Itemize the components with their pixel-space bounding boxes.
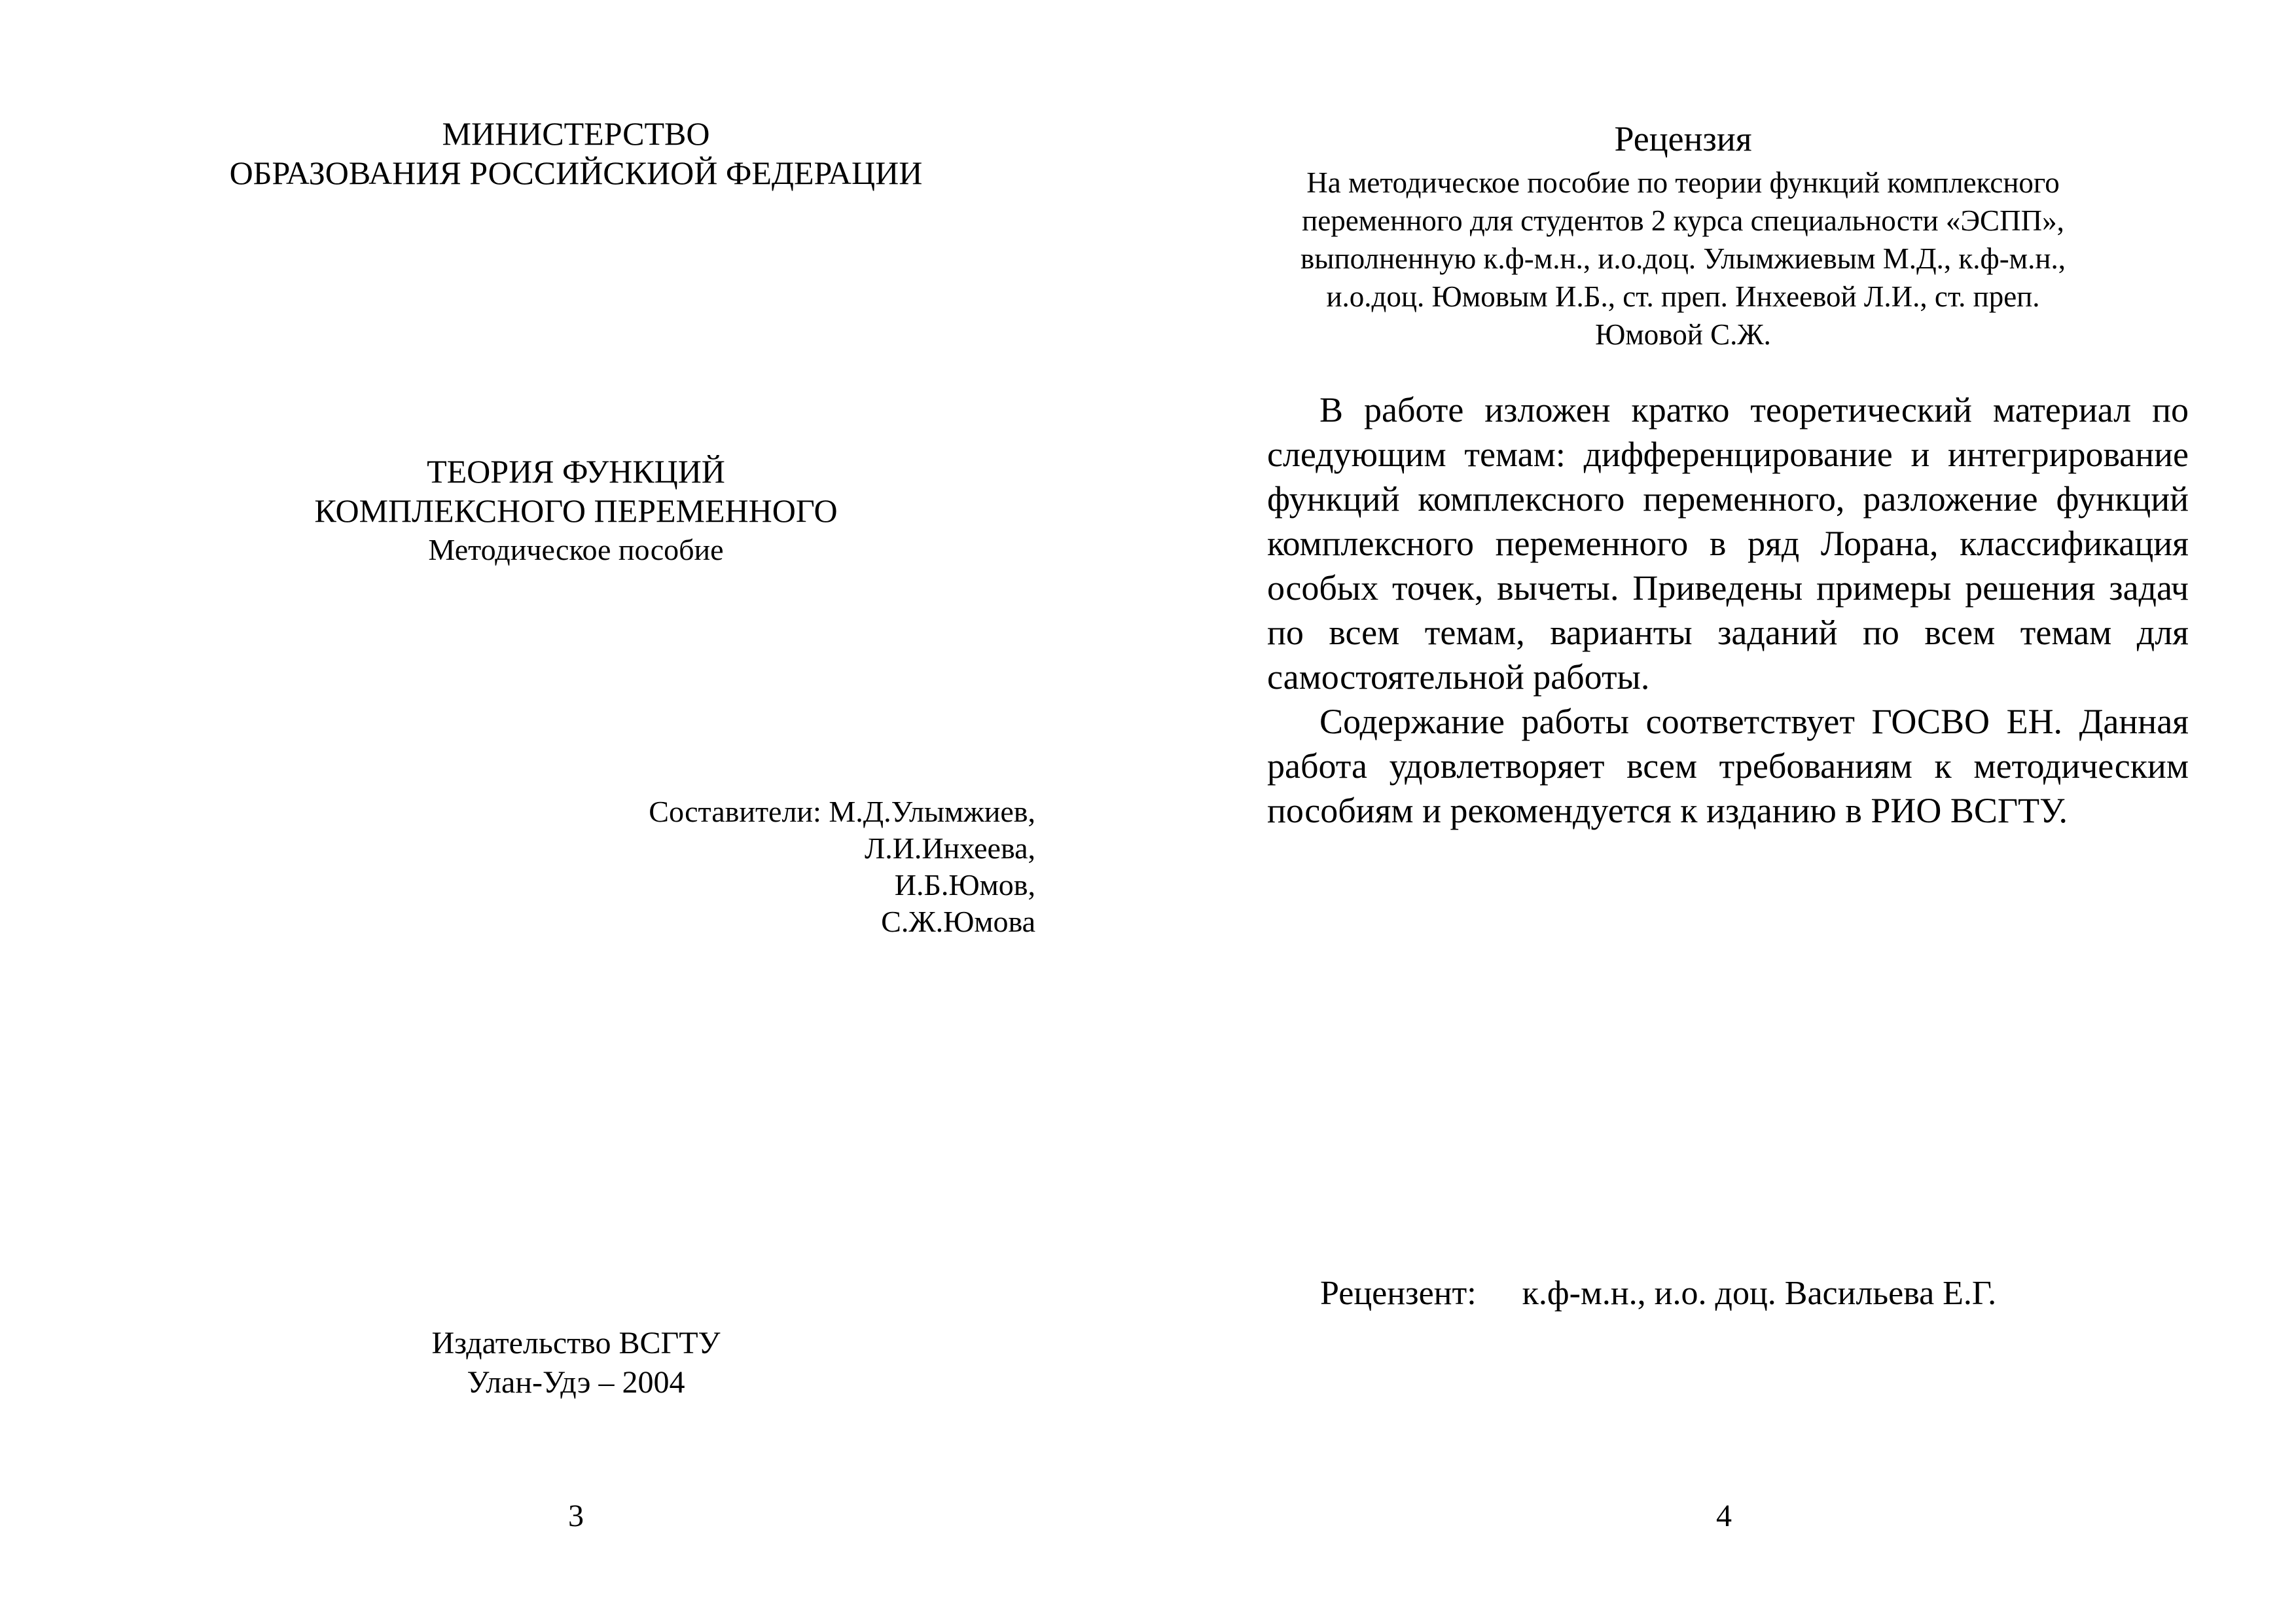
review-paragraph-1: В работе изложен кратко теоретический материал по следующим темам: дифференцирование и интегрирование функций комплексного переменного, разложение функций комплексного переменного в ряд Лорана, классификация особых точек, вычеты. Приведены примеры решения задач по всем темам, варианты заданий по всем темам для самостоятельной работы. [1267,390,2189,697]
ministry-line-2: ОБРАЗОВАНИЯ РОССИЙСКИОЙ ФЕДЕРАЦИИ [229,155,923,191]
review-subheading [1259,164,2107,354]
document-subtitle: Методическое пособие [428,533,724,566]
authors-block [524,793,1035,940]
ministry-header [131,114,1021,192]
page-right [1148,0,2296,1623]
review-title: Рецензия [1614,119,1752,158]
review-sub-line-1: На методическое пособие по теории функций комплексного [1306,166,2060,199]
review-sub-line-3: выполненную к.ф-м.н., и.о.доц. Улымжиевым М.Д., к.ф-м.н., [1300,242,2066,275]
title-line-1: ТЕОРИЯ ФУНКЦИЙ [427,453,725,490]
review-sub-line-5: Юмовой С.Ж. [1595,318,1771,351]
review-body [1267,388,2189,833]
publisher-name: Издательство ВСГТУ [431,1326,721,1360]
title-line-2: КОМПЛЕКСНОГО ПЕРЕМЕННОГО [314,492,838,529]
page-number-left: 3 [568,1499,584,1533]
authors-label: Составители: М.Д.Улымжиев, [649,795,1035,828]
author-name: И.Б.Юмов, [894,868,1035,902]
reviewer-line [1320,1274,1996,1313]
review-paragraph-2: Содержание работы соответствует ГОСВО ЕН. Данная работа удовлетворяет всем требованиям к методическим пособиям и рекомендуется к изданию в РИО ВСГТУ. [1267,702,2189,830]
author-name: Л.И.Инхеева, [865,831,1035,865]
review-sub-line-4: и.о.доц. Юмовым И.Б., ст. преп. Инхеевой Л.И., ст. преп. [1326,280,2040,313]
author-name: С.Ж.Юмова [881,905,1035,938]
review-heading [1259,118,2107,160]
publisher-block [314,1324,838,1402]
document-title [131,452,1021,570]
page-number-right: 4 [1716,1499,1732,1533]
ministry-line-1: МИНИСТЕРСТВО [442,115,710,152]
reviewer-name: к.ф-м.н., и.о. доц. Васильева Е.Г. [1522,1275,1997,1312]
reviewer-label: Рецензент: [1320,1275,1477,1312]
city-year: Улан-Удэ – 2004 [467,1365,685,1400]
review-sub-line-2: переменного для студентов 2 курса специальности «ЭСПП», [1302,204,2064,237]
